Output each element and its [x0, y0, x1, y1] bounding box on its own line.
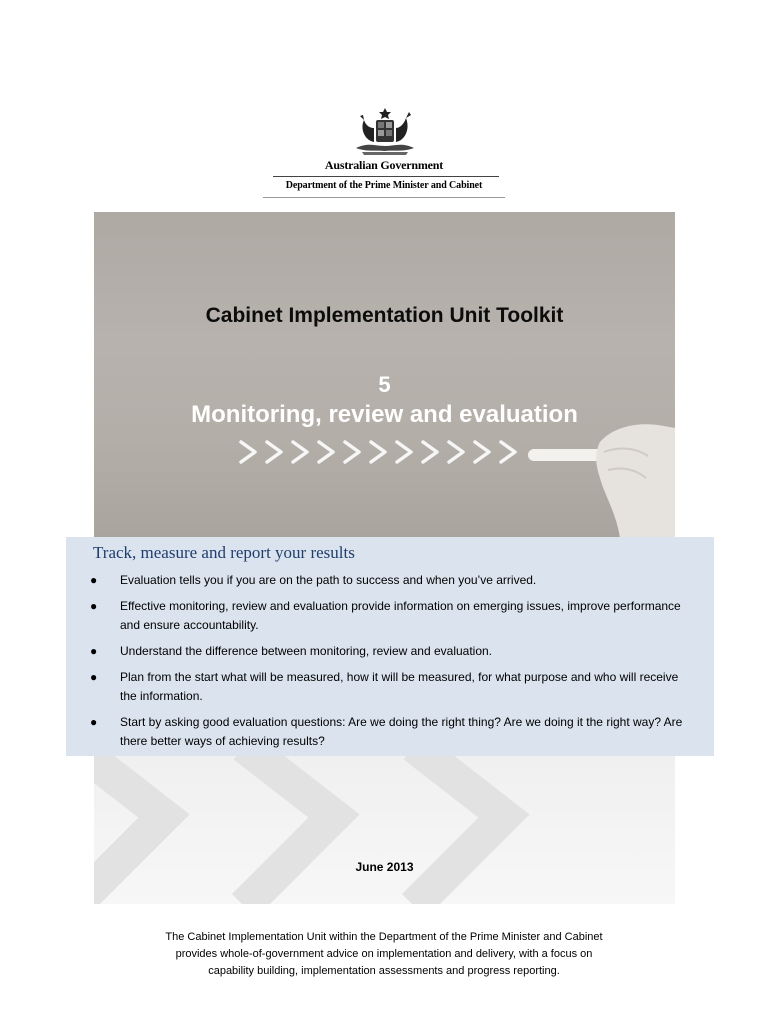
list-item: ● Start by asking good evaluation questions: Are we doing the right thing? Are we doing it the right way? Are there better ways of achieving results?	[90, 715, 683, 748]
publication-date: June 2013	[355, 860, 414, 874]
list-item: ● Plan from the start what will be measured, how it will be measured, for what purpose and who will receive the information.	[90, 670, 679, 703]
bullet-icon: ●	[90, 715, 98, 729]
hero-panel	[94, 212, 675, 538]
summary-heading: Track, measure and report your results	[93, 543, 355, 562]
header-divider-top	[273, 176, 499, 177]
footer-line: provides whole-of-government advice on implementation and delivery, with a focus on	[175, 948, 593, 960]
bullet-icon: ●	[90, 644, 98, 658]
hand-with-chalk-icon	[524, 412, 675, 538]
footer-line: capability building, implementation assessments and progress reporting.	[208, 965, 560, 977]
background-chevrons-icon	[94, 756, 675, 904]
bullet-list	[66, 571, 714, 758]
bullet-icon: ●	[90, 573, 98, 587]
list-item: ● Understand the difference between monitoring, review and evaluation.	[66, 642, 714, 661]
department-name: Department of the Prime Minister and Cabinet	[285, 180, 483, 191]
header-divider-bottom	[263, 197, 505, 198]
bullet-icon: ●	[90, 599, 98, 613]
list-item: ● Evaluation tells you if you are on the path to success and when you’ve arrived.	[66, 571, 714, 590]
page-title: Cabinet Implementation Unit Toolkit	[205, 304, 564, 327]
coat-of-arms-icon	[350, 106, 420, 158]
footer-line: The Cabinet Implementation Unit within the Department of the Prime Minister and Cabinet	[165, 931, 603, 943]
chevron-arrows-icon	[237, 436, 523, 468]
government-name: Australian Government	[324, 158, 444, 172]
footer-text	[120, 929, 648, 980]
summary-box	[66, 537, 714, 756]
list-item: ● Effective monitoring, review and evaluation provide information on emerging issues, improve performance and ensure accountability.	[90, 599, 681, 632]
section-title: Monitoring, review and evaluation	[191, 401, 578, 428]
bullet-icon: ●	[90, 670, 98, 684]
section-number: 5	[378, 372, 391, 397]
lower-panel	[94, 756, 675, 904]
